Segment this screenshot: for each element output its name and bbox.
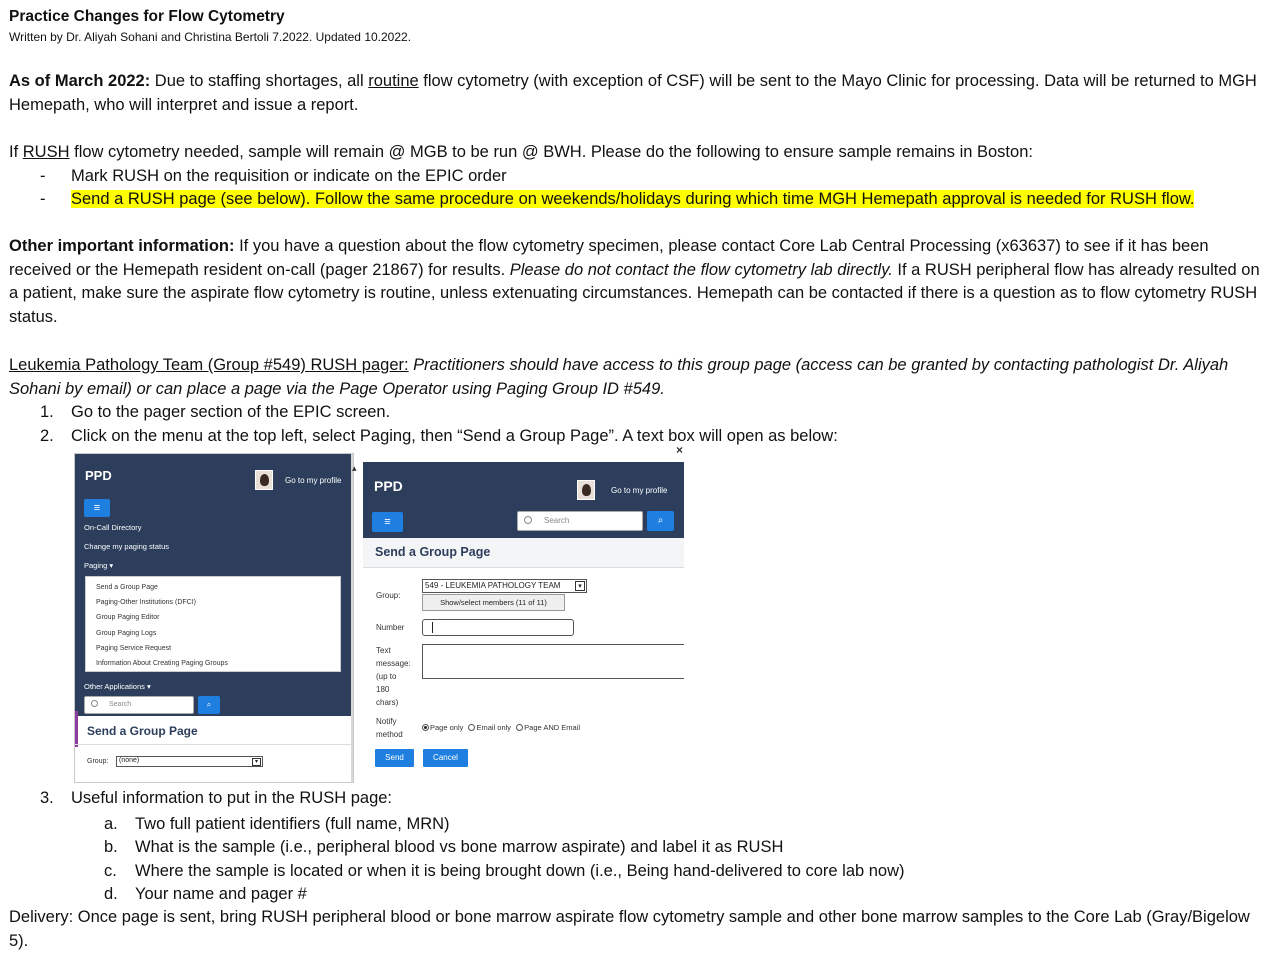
page-title-bar [363,538,684,568]
substep-letter: c. [104,862,117,880]
menu-item-group-paging-logs[interactable]: Group Paging Logs [96,630,157,637]
search-input[interactable] [84,696,194,714]
app-header [363,462,684,538]
search-placeholder: Search [109,701,132,708]
paragraph-march-2022 [9,70,1271,117]
substep-item [104,836,783,859]
text-message-field[interactable] [422,644,684,679]
nav-other-applications[interactable]: Other Applications ▾ [84,682,151,691]
screenshot-form-panel [363,462,684,783]
screenshot-menu-panel [74,453,354,783]
step-text: Useful information to put in the RUSH page: [71,789,393,807]
step-item [40,425,838,448]
search-icon[interactable]: ⌕ [198,696,220,714]
paragraph-lead: As of March 2022: [9,72,151,90]
label-line: message: [376,659,411,668]
label-line: (up to [376,672,397,681]
radio-label: Email only [476,723,512,732]
search-icon[interactable]: ⌕ [647,511,674,531]
paragraph-pager [9,354,1271,401]
substep-text: Two full patient identifiers (full name, MRN) [135,815,450,833]
label-line: chars) [376,698,399,707]
bullet-text: Mark RUSH on the requisition or indicate on the EPIC order [71,167,507,185]
bullet-dash: - [40,167,46,185]
group-select[interactable] [422,579,587,593]
document-title: Practice Changes for Flow Cytometry [9,8,285,25]
active-accent [75,711,78,747]
substep-letter: b. [104,838,118,856]
paragraph-rush [9,141,1271,165]
substep-letter: a. [104,815,118,833]
scrollbar[interactable] [351,454,354,783]
close-icon[interactable]: × [676,443,684,457]
group-select[interactable] [116,756,263,767]
text-message-label [376,644,411,709]
menu-item-creating-groups-info[interactable]: Information About Creating Paging Groups [96,660,228,667]
substep-letter: d. [104,885,118,903]
label-line: Text [376,646,391,655]
menu-item-group-paging-editor[interactable]: Group Paging Editor [96,614,160,621]
substep-text: What is the sample (i.e., peripheral blood vs bone marrow aspirate) and label it as RUSH [135,838,784,856]
avatar[interactable] [255,470,273,490]
nav-change-status[interactable]: Change my paging status [84,542,170,551]
radio-page-only[interactable] [422,724,429,731]
underlined-heading: Leukemia Pathology Team (Group #549) RUSH pager: [9,356,409,374]
nav-paging[interactable]: Paging ▾ [84,561,114,570]
underlined-word: routine [368,72,419,90]
search-placeholder: Search [544,516,570,525]
cancel-button[interactable]: Cancel [423,749,468,767]
step-text: Go to the pager section of the EPIC screen. [71,403,391,421]
page-title: Send a Group Page [375,545,491,559]
profile-link[interactable]: Go to my profile [285,476,342,485]
notify-method-label [376,715,403,741]
app-logo: PPD [85,468,112,483]
page-title: Send a Group Page [87,724,198,738]
bullet-item [40,188,1194,211]
italic-text: Please do not contact the flow cytometry lab directly. [509,260,893,279]
substep-item [104,883,307,906]
group-select-value: 549 - LEUKEMIA PATHOLOGY TEAM [425,581,561,590]
radio-label: Page AND Email [524,723,581,732]
chevron-down-icon: ▾ [252,758,261,766]
menu-item-send-group-page[interactable]: Send a Group Page [96,584,158,591]
label-line: 180 [376,685,390,694]
delivery-paragraph: Delivery: Once page is sent, bring RUSH peripheral blood or bone marrow aspirate flow cytometry sample and other bone marrow samples to the Core Lab (Gray/Bigelow 5). [9,908,1250,950]
paging-dropdown [85,576,341,672]
paragraph-text: Due to staffing shortages, all [150,72,369,90]
notify-method-radios [422,723,580,732]
send-button[interactable]: Send [375,749,414,767]
paragraph-text: If you have a question about the flow cytometry specimen, please contact Core Lab Central Processing (x63637) to see if it has been received or the Hemepath resident on-call (pager 21867) for results. [9,237,1209,279]
number-label: Number [376,623,405,632]
step-number: 2. [40,427,54,445]
bullet-item [40,165,507,188]
paragraph-other-info [9,235,1271,329]
hamburger-icon[interactable]: ≡ [372,512,403,532]
info-icon [524,516,532,524]
divider [75,744,354,745]
italic-text: Practitioners should have access to this group page (access can be granted by contacting pathologist Dr. Aliyah Sohani by email) or can place a page via the Page Operator using Paging Group ID #549. [9,356,1229,398]
label-line: method [376,730,403,739]
paragraph-text: If [9,143,23,161]
show-members-button[interactable]: Show/select members (11 of 11) [422,594,565,611]
radio-email-only[interactable] [468,724,475,731]
substep-item [104,860,905,883]
app-logo: PPD [374,478,403,494]
highlighted-bullet-text: Send a RUSH page (see below). Follow the same procedure on weekends/holidays during which time MGH Hemepath approval is needed for RUSH flow. [71,190,1195,208]
underlined-word: RUSH [22,143,70,161]
substep-text: Where the sample is located or when it is being brought down (i.e., Being hand-delivered to core lab now) [135,862,905,880]
label-line: Notify [376,717,397,726]
info-icon [91,700,98,707]
nav-on-call-directory[interactable]: On-Call Directory [84,523,142,532]
number-field[interactable] [422,619,574,636]
step-item [40,401,390,424]
radio-page-and-email[interactable] [516,724,523,731]
step-number: 1. [40,403,54,421]
send-group-page-section [75,716,354,783]
group-label: Group: [376,591,401,600]
radio-label: Page only [430,723,464,732]
profile-link[interactable]: Go to my profile [611,486,668,495]
menu-item-paging-service-request[interactable]: Paging Service Request [96,645,172,652]
substep-item [104,813,450,836]
menu-item-other-institutions[interactable]: Paging-Other Institutions (DFCI) [96,599,196,606]
bullet-dash: - [40,190,46,208]
step-number: 3. [40,789,54,807]
paragraph-text: flow cytometry (with exception of CSF) will be sent to the Mayo Clinic for processing. Data will be returned to MGH Hemepath, who will interpret and issue a report. [9,72,1257,114]
scroll-up-icon[interactable]: ▴ [352,463,357,473]
paragraph-text: If a RUSH peripheral flow has already resulted on a patient, make sure the aspirate flow cytometry is routine, unless extenuating circumstances. Hemepath can be contacted if there is a question as to flow cytometry RUSH status. [9,260,1260,326]
substep-text: Your name and pager # [135,885,307,903]
chevron-down-icon: ▾ [575,581,585,591]
paragraph-lead: Other important information: [9,237,235,255]
group-label: Group: [87,758,109,765]
step-item [40,787,392,810]
hamburger-icon[interactable]: ≡ [84,499,110,517]
avatar[interactable] [577,480,595,500]
search-input[interactable] [517,511,643,531]
app-header [75,454,353,502]
group-select-value: (none) [119,757,140,764]
document-byline: Written by Dr. Aliyah Sohani and Christina Bertoli 7.2022. Updated 10.2022. [9,30,412,44]
step-text: Click on the menu at the top left, select Paging, then “Send a Group Page”. A text box will open as below: [71,427,838,445]
paragraph-text: flow cytometry needed, sample will remain @ MGB to be run @ BWH. Please do the following to ensure sample remains in Boston: [69,143,1033,161]
